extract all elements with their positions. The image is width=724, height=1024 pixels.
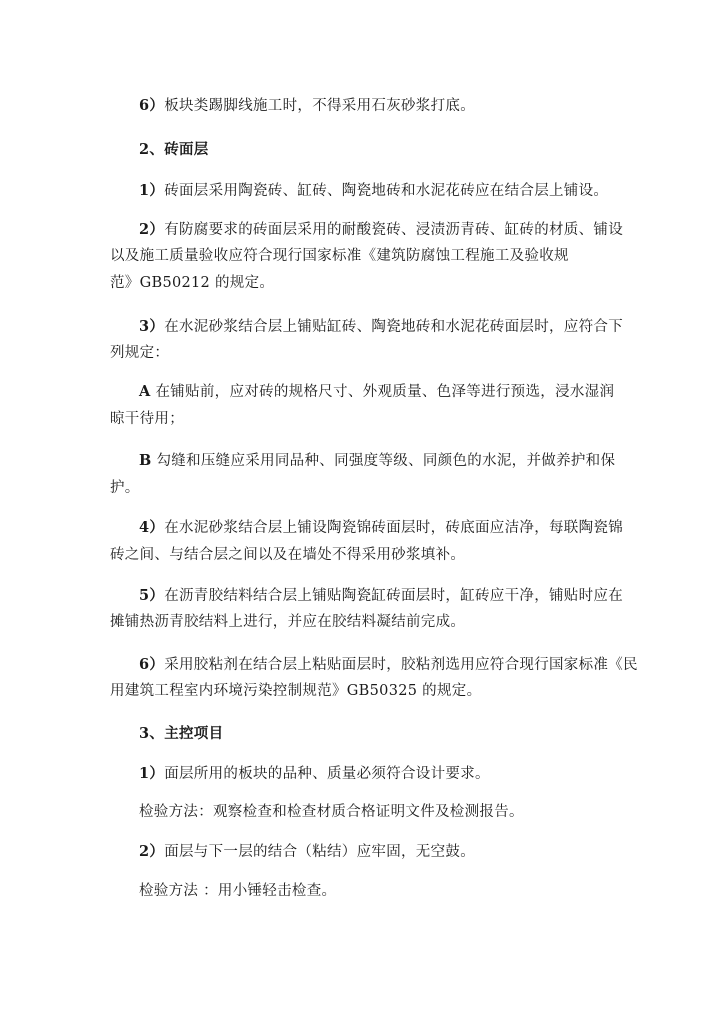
paragraph-item-6b-line-2: 用建筑工程室内环境污染控制规范》GB50325 的规定。 <box>110 683 482 699</box>
item-letter: A <box>139 383 151 400</box>
item-number: 6） <box>139 656 165 673</box>
item-text: 面层与下一层的结合（粘结）应牢固，无空鼓。 <box>164 844 476 860</box>
paragraph-item-5-line-1 <box>139 586 623 606</box>
paragraph-item-2-line-3: 范》GB50212 的规定。 <box>110 275 275 291</box>
paragraph-item-6b-line-1 <box>139 655 638 675</box>
item-text: 在沥青胶结料结合层上铺贴陶瓷缸砖面层时，缸砖应干净，铺贴时应在 <box>164 588 623 604</box>
item-number: 1） <box>139 182 165 199</box>
item-text: 有防腐要求的砖面层采用的耐酸瓷砖、浸渍沥青砖、缸砖的材质、铺设 <box>164 222 623 238</box>
paragraph-item-4-line-1 <box>139 518 623 538</box>
inspection-method-2: 检验方法 ：用小锤轻击检查。 <box>139 883 337 899</box>
paragraph-main-2 <box>139 842 475 862</box>
paragraph-item-a-line-2: 晾干待用； <box>110 411 184 427</box>
paragraph-item-6 <box>139 96 475 116</box>
item-text: 勾缝和压缝应采用同品种、同强度等级、同颜色的水泥，并做养护和保 <box>156 453 616 469</box>
item-text: 在水泥砂浆结合层上铺贴缸砖、陶瓷地砖和水泥花砖面层时，应符合下 <box>164 319 623 335</box>
item-number: 3） <box>139 318 165 335</box>
item-text: 面层所用的板块的品种、质量必须符合设计要求。 <box>164 766 490 782</box>
paragraph-item-2-line-2: 以及施工质量验收应符合现行国家标准《建筑防腐蚀工程施工及验收规 <box>110 248 569 264</box>
item-number: 6） <box>139 97 165 114</box>
section-heading-3: 3、主控项目 <box>139 725 224 742</box>
paragraph-item-2-line-1 <box>139 220 623 240</box>
item-letter: B <box>139 452 152 469</box>
paragraph-item-5-line-2: 摊铺热沥青胶结料上进行，并应在胶结料凝结前完成。 <box>110 614 466 630</box>
paragraph-item-3-line-2: 列规定： <box>110 345 170 361</box>
item-text: 在水泥砂浆结合层上铺设陶瓷锦砖面层时，砖底面应洁净，每联陶瓷锦 <box>164 520 623 536</box>
item-text: 在铺贴前，应对砖的规格尺寸、外观质量、色泽等进行预选，浸水湿润 <box>155 384 615 400</box>
item-number: 2） <box>139 843 165 860</box>
item-text: 砖面层采用陶瓷砖、缸砖、陶瓷地砖和水泥花砖应在结合层上铺设。 <box>164 183 609 199</box>
item-number: 2） <box>139 221 165 238</box>
item-text: 板块类踢脚线施工时，不得采用石灰砂浆打底。 <box>164 98 476 114</box>
paragraph-item-b-line-1 <box>139 451 615 471</box>
paragraph-item-1 <box>139 181 608 201</box>
item-text: 采用胶粘剂在结合层上粘贴面层时，胶粘剂选用应符合现行国家标准《民 <box>164 657 638 673</box>
paragraph-main-1 <box>139 764 490 784</box>
paragraph-item-4-line-2: 砖之间、与结合层之间以及在墙处不得采用砂浆填补。 <box>110 547 466 563</box>
item-number: 4） <box>139 519 165 536</box>
section-heading-2: 2、砖面层 <box>139 141 209 158</box>
item-number: 5） <box>139 587 165 604</box>
paragraph-item-a-line-1 <box>139 382 614 402</box>
inspection-method-1: 检验方法：观察检查和检查材质合格证明文件及检测报告。 <box>139 804 524 820</box>
paragraph-item-b-line-2: 护。 <box>110 480 140 496</box>
item-number: 1） <box>139 765 165 782</box>
paragraph-item-3-line-1 <box>139 317 623 337</box>
